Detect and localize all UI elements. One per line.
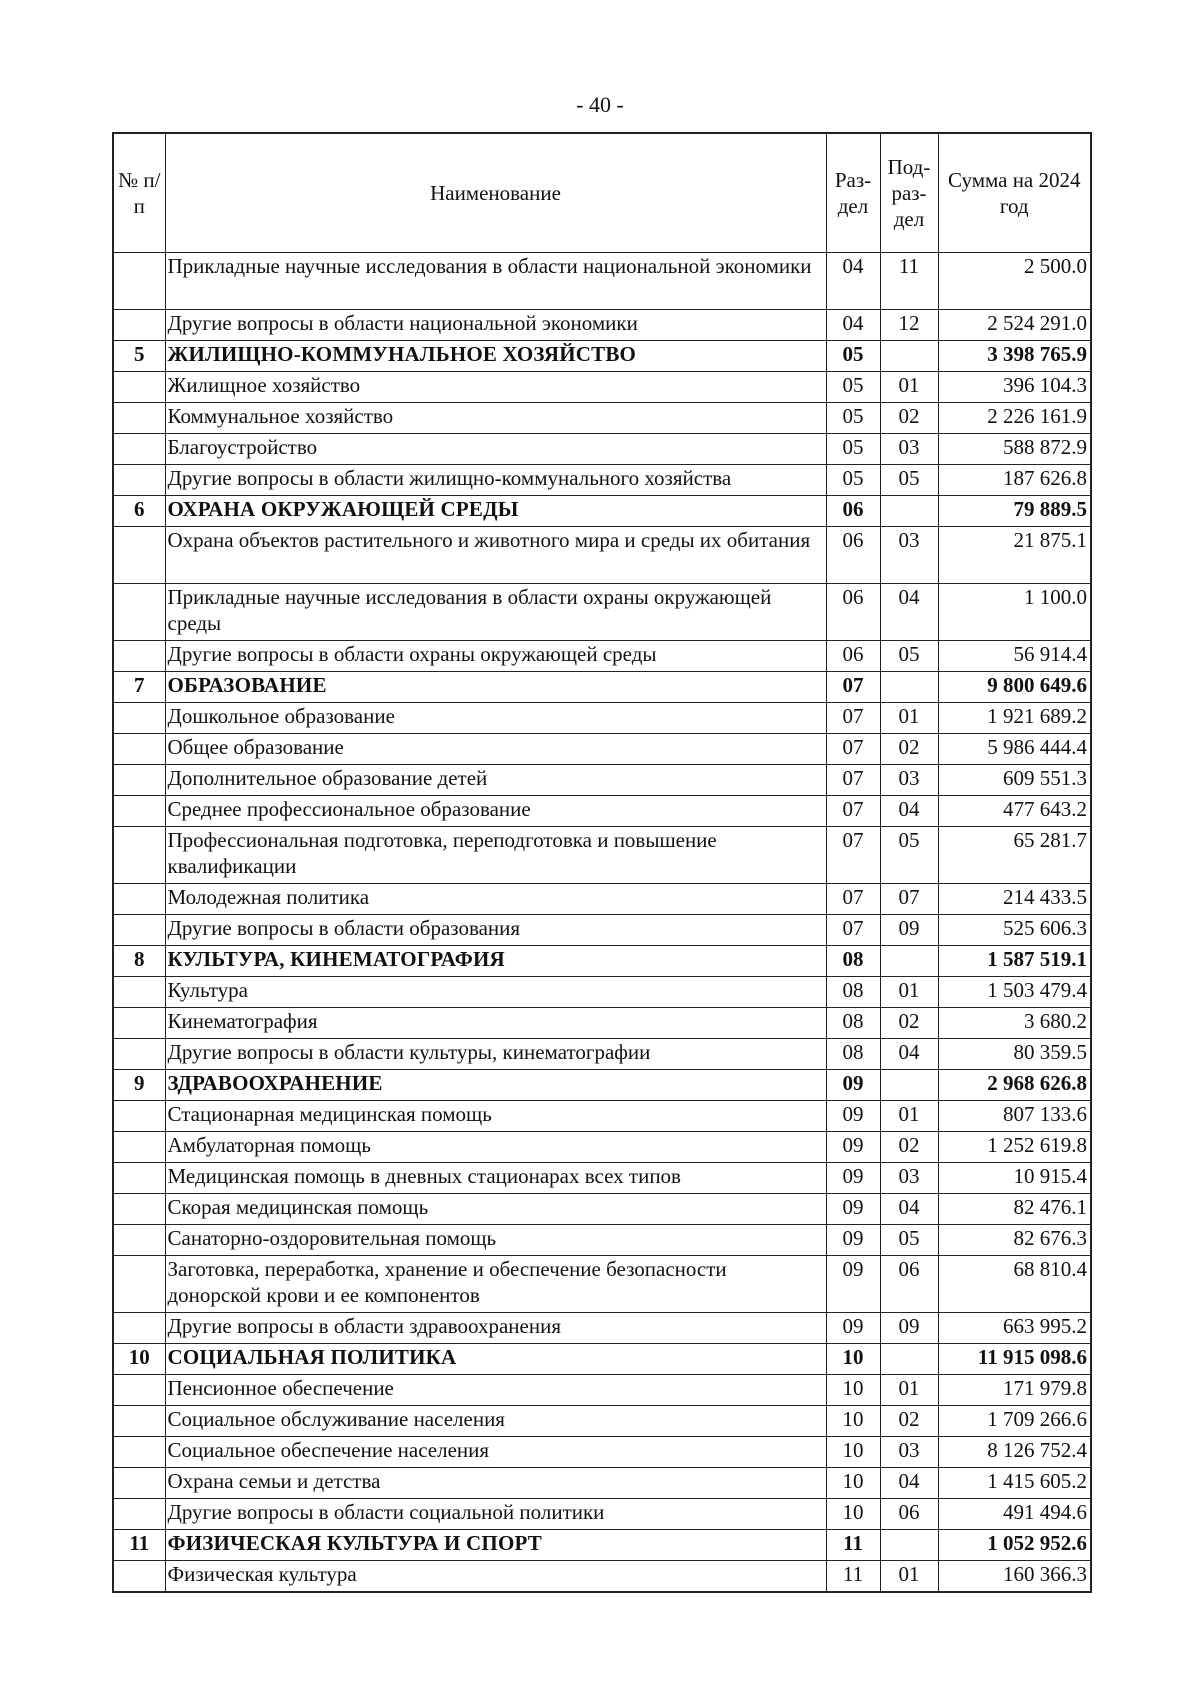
row-razdel-cell: 06 (826, 496, 880, 527)
row-podrazdel-cell: 04 (880, 584, 938, 641)
row-razdel-cell: 05 (826, 403, 880, 434)
row-name-cell: Другие вопросы в области образования (165, 915, 826, 946)
row-razdel-cell: 09 (826, 1225, 880, 1256)
row-razdel-cell: 11 (826, 1561, 880, 1592)
row-razdel-cell: 05 (826, 341, 880, 372)
row-razdel-cell: 10 (826, 1344, 880, 1375)
row-sum-cell: 1 252 619.8 (938, 1132, 1091, 1163)
row-razdel-cell: 09 (826, 1256, 880, 1313)
section-row (113, 496, 1091, 527)
row-podrazdel-cell (880, 672, 938, 703)
row-number-cell: 7 (113, 672, 165, 703)
row-number-cell (113, 372, 165, 403)
table-row (113, 703, 1091, 734)
row-razdel-cell: 11 (826, 1530, 880, 1561)
row-name-cell: Среднее профессиональное образование (165, 796, 826, 827)
row-name-cell: Профессиональная подготовка, переподготовка и повышение квалификации (165, 827, 826, 884)
row-name-cell: ЗДРАВООХРАНЕНИЕ (165, 1070, 826, 1101)
row-name-cell: ОХРАНА ОКРУЖАЮЩЕЙ СРЕДЫ (165, 496, 826, 527)
row-number-cell (113, 915, 165, 946)
table-row (113, 527, 1091, 584)
row-podrazdel-cell: 01 (880, 977, 938, 1008)
table-row (113, 1313, 1091, 1344)
row-podrazdel-cell: 06 (880, 1256, 938, 1313)
row-number-cell (113, 1437, 165, 1468)
row-name-cell: Другие вопросы в области охраны окружающей среды (165, 641, 826, 672)
row-podrazdel-cell: 02 (880, 403, 938, 434)
row-number-cell (113, 584, 165, 641)
table-row (113, 884, 1091, 915)
row-number-cell (113, 434, 165, 465)
row-number-cell: 6 (113, 496, 165, 527)
row-razdel-cell: 05 (826, 465, 880, 496)
table-row (113, 310, 1091, 341)
row-number-cell (113, 1039, 165, 1070)
row-podrazdel-cell: 09 (880, 1313, 938, 1344)
row-name-cell: КУЛЬТУРА, КИНЕМАТОГРАФИЯ (165, 946, 826, 977)
row-razdel-cell: 09 (826, 1070, 880, 1101)
table-row (113, 1225, 1091, 1256)
table-row (113, 1256, 1091, 1313)
row-number-cell: 8 (113, 946, 165, 977)
row-name-cell: Другие вопросы в области здравоохранения (165, 1313, 826, 1344)
row-name-cell: ФИЗИЧЕСКАЯ КУЛЬТУРА И СПОРТ (165, 1530, 826, 1561)
row-sum-cell: 2 524 291.0 (938, 310, 1091, 341)
table-row (113, 1437, 1091, 1468)
row-name-cell: Другие вопросы в области национальной экономики (165, 310, 826, 341)
row-podrazdel-cell: 11 (880, 253, 938, 310)
row-number-cell (113, 1499, 165, 1530)
row-podrazdel-cell: 09 (880, 915, 938, 946)
row-podrazdel-cell: 12 (880, 310, 938, 341)
row-sum-cell: 1 587 519.1 (938, 946, 1091, 977)
row-sum-cell: 214 433.5 (938, 884, 1091, 915)
table-row (113, 734, 1091, 765)
row-razdel-cell: 07 (826, 884, 880, 915)
row-podrazdel-cell: 02 (880, 1132, 938, 1163)
row-podrazdel-cell: 06 (880, 1499, 938, 1530)
table-row (113, 1132, 1091, 1163)
row-razdel-cell: 09 (826, 1313, 880, 1344)
row-sum-cell: 807 133.6 (938, 1101, 1091, 1132)
header-row (113, 133, 1091, 253)
table-row (113, 1499, 1091, 1530)
row-name-cell: Скорая медицинская помощь (165, 1194, 826, 1225)
table-row (113, 1561, 1091, 1592)
table-row (113, 1194, 1091, 1225)
row-razdel-cell: 09 (826, 1163, 880, 1194)
row-name-cell: Другие вопросы в области жилищно-коммунального хозяйства (165, 465, 826, 496)
row-number-cell (113, 1375, 165, 1406)
row-sum-cell: 10 915.4 (938, 1163, 1091, 1194)
header-podrazdel: Под-раз-дел (880, 133, 938, 253)
row-number-cell (113, 1468, 165, 1499)
row-razdel-cell: 07 (826, 734, 880, 765)
page-number: - 40 - (576, 92, 624, 117)
row-sum-cell: 82 476.1 (938, 1194, 1091, 1225)
row-sum-cell: 525 606.3 (938, 915, 1091, 946)
row-podrazdel-cell: 02 (880, 734, 938, 765)
row-sum-cell: 65 281.7 (938, 827, 1091, 884)
table-row (113, 1008, 1091, 1039)
row-name-cell: Другие вопросы в области социальной политики (165, 1499, 826, 1530)
table-row (113, 1468, 1091, 1499)
table-row (113, 584, 1091, 641)
row-number-cell (113, 1225, 165, 1256)
row-number-cell (113, 465, 165, 496)
row-razdel-cell: 08 (826, 1008, 880, 1039)
row-sum-cell: 80 359.5 (938, 1039, 1091, 1070)
row-razdel-cell: 04 (826, 310, 880, 341)
row-podrazdel-cell: 05 (880, 641, 938, 672)
table-row (113, 403, 1091, 434)
row-podrazdel-cell: 05 (880, 465, 938, 496)
row-razdel-cell: 07 (826, 915, 880, 946)
row-number-cell (113, 310, 165, 341)
row-razdel-cell: 10 (826, 1375, 880, 1406)
row-number-cell (113, 703, 165, 734)
table-row (113, 434, 1091, 465)
table-row (113, 1163, 1091, 1194)
row-name-cell: ЖИЛИЩНО-КОММУНАЛЬНОЕ ХОЗЯЙСТВО (165, 341, 826, 372)
row-number-cell (113, 1256, 165, 1313)
row-name-cell: Стационарная медицинская помощь (165, 1101, 826, 1132)
row-number-cell: 9 (113, 1070, 165, 1101)
table-row (113, 1406, 1091, 1437)
row-sum-cell: 11 915 098.6 (938, 1344, 1091, 1375)
table-row (113, 915, 1091, 946)
row-podrazdel-cell: 02 (880, 1406, 938, 1437)
row-name-cell: Охрана объектов растительного и животного мира и среды их обитания (165, 527, 826, 584)
row-razdel-cell: 06 (826, 584, 880, 641)
row-podrazdel-cell: 02 (880, 1008, 938, 1039)
header-sum: Сумма на 2024 год (938, 133, 1091, 253)
row-number-cell (113, 1313, 165, 1344)
row-razdel-cell: 07 (826, 827, 880, 884)
row-podrazdel-cell (880, 946, 938, 977)
row-podrazdel-cell: 04 (880, 1194, 938, 1225)
row-number-cell (113, 1163, 165, 1194)
row-number-cell (113, 884, 165, 915)
table-row (113, 827, 1091, 884)
row-name-cell: Кинематография (165, 1008, 826, 1039)
row-sum-cell: 187 626.8 (938, 465, 1091, 496)
row-sum-cell: 663 995.2 (938, 1313, 1091, 1344)
row-podrazdel-cell: 03 (880, 1437, 938, 1468)
row-razdel-cell: 06 (826, 641, 880, 672)
row-name-cell: Охрана семьи и детства (165, 1468, 826, 1499)
row-podrazdel-cell: 04 (880, 1039, 938, 1070)
row-number-cell (113, 1008, 165, 1039)
row-name-cell: Дополнительное образование детей (165, 765, 826, 796)
row-razdel-cell: 10 (826, 1499, 880, 1530)
section-row (113, 1070, 1091, 1101)
row-name-cell: Благоустройство (165, 434, 826, 465)
table-row (113, 641, 1091, 672)
table-row (113, 1039, 1091, 1070)
row-number-cell (113, 1406, 165, 1437)
row-sum-cell: 171 979.8 (938, 1375, 1091, 1406)
row-sum-cell: 1 921 689.2 (938, 703, 1091, 734)
row-razdel-cell: 09 (826, 1132, 880, 1163)
row-razdel-cell: 05 (826, 372, 880, 403)
row-razdel-cell: 08 (826, 977, 880, 1008)
row-razdel-cell: 05 (826, 434, 880, 465)
row-podrazdel-cell: 01 (880, 703, 938, 734)
row-razdel-cell: 10 (826, 1468, 880, 1499)
row-sum-cell: 609 551.3 (938, 765, 1091, 796)
row-podrazdel-cell (880, 1344, 938, 1375)
row-podrazdel-cell (880, 1070, 938, 1101)
row-sum-cell: 3 680.2 (938, 1008, 1091, 1039)
row-name-cell: Социальное обслуживание населения (165, 1406, 826, 1437)
row-sum-cell: 491 494.6 (938, 1499, 1091, 1530)
row-podrazdel-cell: 04 (880, 1468, 938, 1499)
row-podrazdel-cell: 05 (880, 1225, 938, 1256)
row-number-cell (113, 1101, 165, 1132)
row-sum-cell: 82 676.3 (938, 1225, 1091, 1256)
header-num: № п/п (113, 133, 165, 253)
row-podrazdel-cell: 04 (880, 796, 938, 827)
row-name-cell: Молодежная политика (165, 884, 826, 915)
row-razdel-cell: 07 (826, 672, 880, 703)
row-number-cell (113, 1194, 165, 1225)
row-name-cell: Прикладные научные исследования в области охраны окружающей среды (165, 584, 826, 641)
row-name-cell: Другие вопросы в области культуры, кинематографии (165, 1039, 826, 1070)
row-sum-cell: 79 889.5 (938, 496, 1091, 527)
header-razdel: Раз-дел (826, 133, 880, 253)
row-name-cell: Культура (165, 977, 826, 1008)
row-sum-cell: 8 126 752.4 (938, 1437, 1091, 1468)
row-number-cell (113, 1132, 165, 1163)
row-podrazdel-cell: 03 (880, 765, 938, 796)
table-row (113, 765, 1091, 796)
row-number-cell (113, 641, 165, 672)
row-sum-cell: 1 052 952.6 (938, 1530, 1091, 1561)
row-name-cell: Заготовка, переработка, хранение и обеспечение безопасности донорской крови и ее компонентов (165, 1256, 826, 1313)
section-row (113, 1530, 1091, 1561)
row-podrazdel-cell: 01 (880, 1561, 938, 1592)
row-number-cell (113, 827, 165, 884)
row-sum-cell: 1 415 605.2 (938, 1468, 1091, 1499)
row-number-cell (113, 734, 165, 765)
row-sum-cell: 9 800 649.6 (938, 672, 1091, 703)
table-row (113, 796, 1091, 827)
row-name-cell: Физическая культура (165, 1561, 826, 1592)
row-razdel-cell: 10 (826, 1437, 880, 1468)
row-name-cell: Социальное обеспечение населения (165, 1437, 826, 1468)
row-sum-cell: 2 500.0 (938, 253, 1091, 310)
row-sum-cell: 1 100.0 (938, 584, 1091, 641)
row-podrazdel-cell: 01 (880, 1375, 938, 1406)
row-number-cell (113, 977, 165, 1008)
row-name-cell: СОЦИАЛЬНАЯ ПОЛИТИКА (165, 1344, 826, 1375)
row-podrazdel-cell (880, 496, 938, 527)
row-razdel-cell: 07 (826, 703, 880, 734)
row-razdel-cell: 09 (826, 1101, 880, 1132)
row-podrazdel-cell: 07 (880, 884, 938, 915)
row-podrazdel-cell: 03 (880, 527, 938, 584)
table-row (113, 1101, 1091, 1132)
table-row (113, 253, 1091, 310)
row-podrazdel-cell: 01 (880, 372, 938, 403)
row-number-cell (113, 253, 165, 310)
row-sum-cell: 56 914.4 (938, 641, 1091, 672)
table-row (113, 465, 1091, 496)
row-razdel-cell: 08 (826, 1039, 880, 1070)
row-number-cell (113, 403, 165, 434)
table-row (113, 977, 1091, 1008)
row-razdel-cell: 04 (826, 253, 880, 310)
row-sum-cell: 160 366.3 (938, 1561, 1091, 1592)
budget-table (112, 132, 1092, 1593)
section-row (113, 1344, 1091, 1375)
row-number-cell (113, 527, 165, 584)
row-podrazdel-cell (880, 341, 938, 372)
row-razdel-cell: 06 (826, 527, 880, 584)
row-name-cell: Санаторно-оздоровительная помощь (165, 1225, 826, 1256)
row-number-cell: 5 (113, 341, 165, 372)
row-name-cell: Амбулаторная помощь (165, 1132, 826, 1163)
table-row (113, 372, 1091, 403)
row-number-cell (113, 765, 165, 796)
row-name-cell: Медицинская помощь в дневных стационарах всех типов (165, 1163, 826, 1194)
row-podrazdel-cell: 03 (880, 434, 938, 465)
header-name: Наименование (165, 133, 826, 253)
table-row (113, 1375, 1091, 1406)
section-row (113, 946, 1091, 977)
row-podrazdel-cell: 05 (880, 827, 938, 884)
section-row (113, 341, 1091, 372)
row-number-cell (113, 1561, 165, 1592)
row-sum-cell: 1 503 479.4 (938, 977, 1091, 1008)
table-header (113, 133, 1091, 253)
row-name-cell: ОБРАЗОВАНИЕ (165, 672, 826, 703)
row-name-cell: Коммунальное хозяйство (165, 403, 826, 434)
row-name-cell: Пенсионное обеспечение (165, 1375, 826, 1406)
row-number-cell: 10 (113, 1344, 165, 1375)
row-number-cell (113, 796, 165, 827)
row-podrazdel-cell: 03 (880, 1163, 938, 1194)
row-sum-cell: 5 986 444.4 (938, 734, 1091, 765)
row-sum-cell: 2 968 626.8 (938, 1070, 1091, 1101)
section-row (113, 672, 1091, 703)
row-sum-cell: 477 643.2 (938, 796, 1091, 827)
row-name-cell: Общее образование (165, 734, 826, 765)
row-sum-cell: 68 810.4 (938, 1256, 1091, 1313)
row-name-cell: Дошкольное образование (165, 703, 826, 734)
row-razdel-cell: 08 (826, 946, 880, 977)
row-name-cell: Прикладные научные исследования в области национальной экономики (165, 253, 826, 310)
row-podrazdel-cell (880, 1530, 938, 1561)
row-razdel-cell: 10 (826, 1406, 880, 1437)
row-sum-cell: 1 709 266.6 (938, 1406, 1091, 1437)
table-body (113, 253, 1091, 1592)
row-sum-cell: 396 104.3 (938, 372, 1091, 403)
row-sum-cell: 3 398 765.9 (938, 341, 1091, 372)
row-sum-cell: 2 226 161.9 (938, 403, 1091, 434)
row-razdel-cell: 07 (826, 796, 880, 827)
row-podrazdel-cell: 01 (880, 1101, 938, 1132)
row-number-cell: 11 (113, 1530, 165, 1561)
row-name-cell: Жилищное хозяйство (165, 372, 826, 403)
row-sum-cell: 588 872.9 (938, 434, 1091, 465)
row-sum-cell: 21 875.1 (938, 527, 1091, 584)
row-razdel-cell: 09 (826, 1194, 880, 1225)
row-razdel-cell: 07 (826, 765, 880, 796)
